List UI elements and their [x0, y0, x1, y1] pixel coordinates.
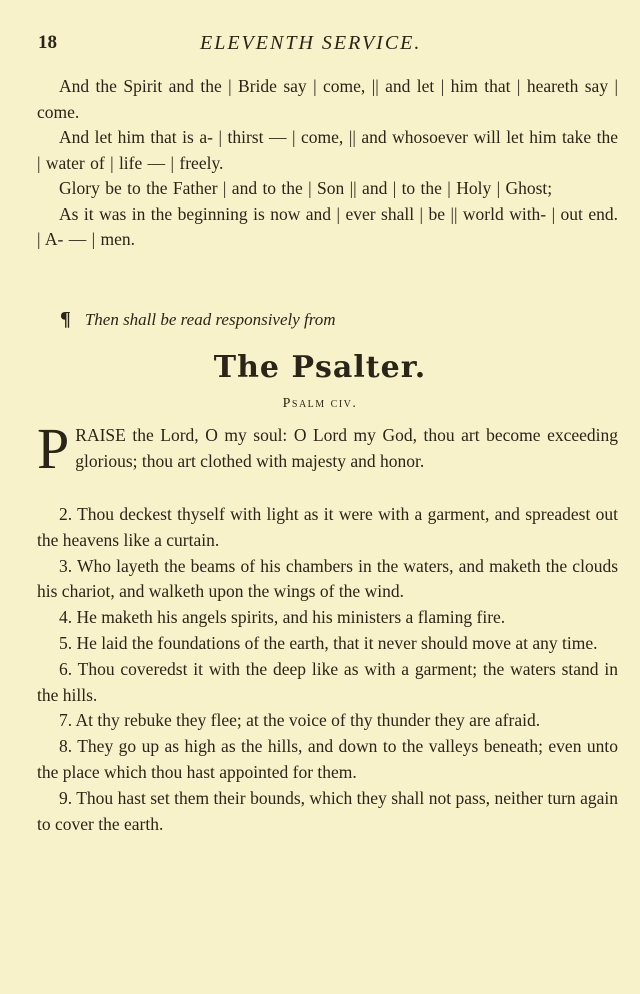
running-head: ELEVENTH SERVICE.: [200, 32, 422, 54]
rubric: [60, 308, 336, 331]
drop-cap: P: [37, 416, 70, 481]
gloria-paragraph: As it was in the beginning is now and | ever shall | be || world with- | out end. | A- — | men.: [37, 203, 618, 249]
psalm-verse: 9. Thou hast set them their bounds, which they shall not pass, neither turn again to cover the earth.: [37, 787, 618, 834]
psalm-verse: 2. Thou deckest thyself with light as it were with a garment, and spreadest out the heavens like a curtain.: [37, 504, 618, 550]
psalm-opening-verse: [37, 416, 618, 481]
section-title: The Psalter.: [213, 350, 427, 385]
psalm-verse: 4. He maketh his angels spirits, and his ministers a flaming fire.: [59, 607, 506, 628]
responsive-sentences: [37, 74, 618, 253]
psalm-verse: 8. They go up as high as the hills, and down to the valleys beneath; even unto the place which thou hast appointed for them.: [37, 736, 618, 782]
psalm-verse: 3. Who layeth the beams of his chambers in the waters, and maketh the clouds his chariot, and walketh upon the wings of the wind.: [37, 555, 618, 602]
psalm-verses: [37, 502, 618, 837]
gloria-paragraph: Glory be to the Father | and to the | Son || and | to the | Holy | Ghost;: [59, 178, 553, 198]
sentence-paragraph: And the Spirit and the | Bride say | come, || and let | him that | heareth say | come.: [37, 76, 618, 122]
psalm-heading: Psalm civ.: [282, 396, 358, 411]
sentence-paragraph: And let him that is a- | thirst — | come, || and whosoever will let him take the | water of | life — | freely.: [37, 127, 618, 173]
psalm-verse: 5. He laid the foundations of the earth, that it never should move at any time.: [59, 632, 598, 653]
psalm-verse: 6. Thou coveredst it with the deep like as with a garment; the waters stand in the hills.: [37, 658, 618, 705]
page-header: [38, 30, 610, 60]
opening-verse-text: RAISE the Lord, O my soul: O Lord my God, thou art become exceeding glorious; thou art clothed with majesty and honor.: [75, 425, 618, 471]
rubric-text: Then shall be read responsively from: [84, 310, 336, 329]
pilcrow-icon: ¶: [60, 308, 71, 330]
psalm-verse: 7. At thy rebuke they flee; at the voice of thy thunder they are afraid.: [59, 710, 541, 731]
page-number: 18: [38, 32, 57, 53]
